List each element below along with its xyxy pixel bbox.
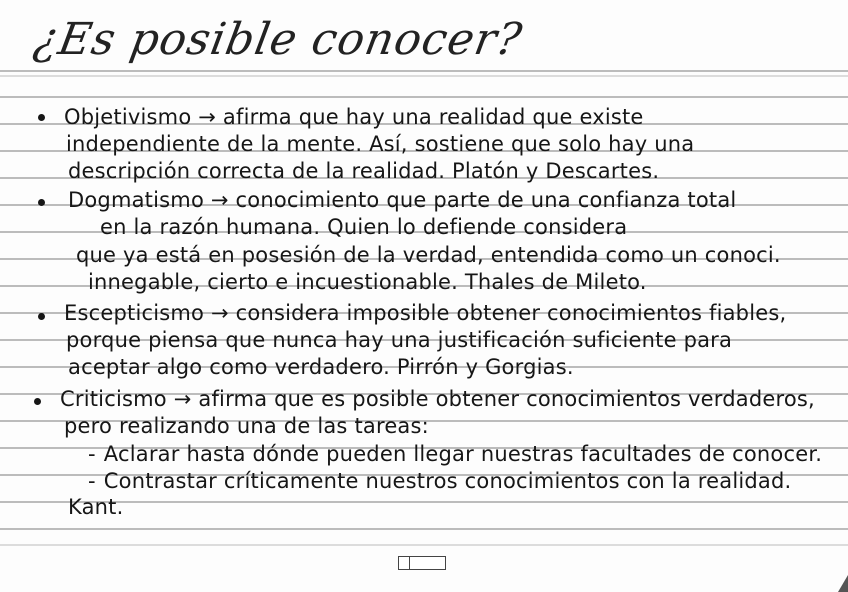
page-corner-mark <box>838 575 848 592</box>
bullet-dot <box>34 398 41 405</box>
dash-marker: - <box>88 469 96 493</box>
brand-logo <box>398 556 446 570</box>
section-2-line-1: Dogmatismo → conocimiento que parte de una confianza total <box>68 188 737 212</box>
subitem-text: Aclarar hasta dónde pueden llegar nuestras facultades de conocer. <box>103 442 823 466</box>
section-1-line-1: Objetivismo → afirma que hay una realidad que existe <box>64 105 644 129</box>
section-4-subitem-2 <box>88 468 791 495</box>
section-4-line-1: Criticismo → afirma que es posible obtener conocimientos verdaderos, <box>60 387 815 411</box>
page-title: ¿Es posible conocer? <box>30 14 527 65</box>
section-2-line-4: innegable, cierto e incuestionable. Thales de Mileto. <box>88 270 647 294</box>
section-3-line-2: porque piensa que nunca hay una justificación suficiente para <box>66 328 733 352</box>
section-3-line-1: Escepticismo → considera imposible obtener conocimientos fiables, <box>64 301 787 325</box>
bullet-dot <box>38 313 45 320</box>
section-2-line-3: que ya está en posesión de la verdad, entendida como un conoci. <box>76 243 781 267</box>
bullet-dot <box>38 114 45 121</box>
section-2-line-2: en la razón humana. Quien lo defiende considera <box>100 215 628 239</box>
section-4-subitem-1 <box>88 441 822 468</box>
bullet-dot <box>38 199 45 206</box>
subitem-text: Contrastar críticamente nuestros conocimientos con la realidad. <box>103 469 792 493</box>
dash-marker: - <box>88 442 96 466</box>
logo-mark-icon <box>399 557 410 569</box>
section-4-line-2: pero realizando una de las tareas: <box>64 414 429 438</box>
section-1-line-3: descripción correcta de la realidad. Platón y Descartes. <box>68 159 660 183</box>
section-4-closing: Kant. <box>68 495 124 519</box>
section-3-line-3: aceptar algo como verdadero. Pirrón y Gorgias. <box>68 355 574 379</box>
section-1-line-2: independiente de la mente. Así, sostiene que solo hay una <box>66 132 695 156</box>
